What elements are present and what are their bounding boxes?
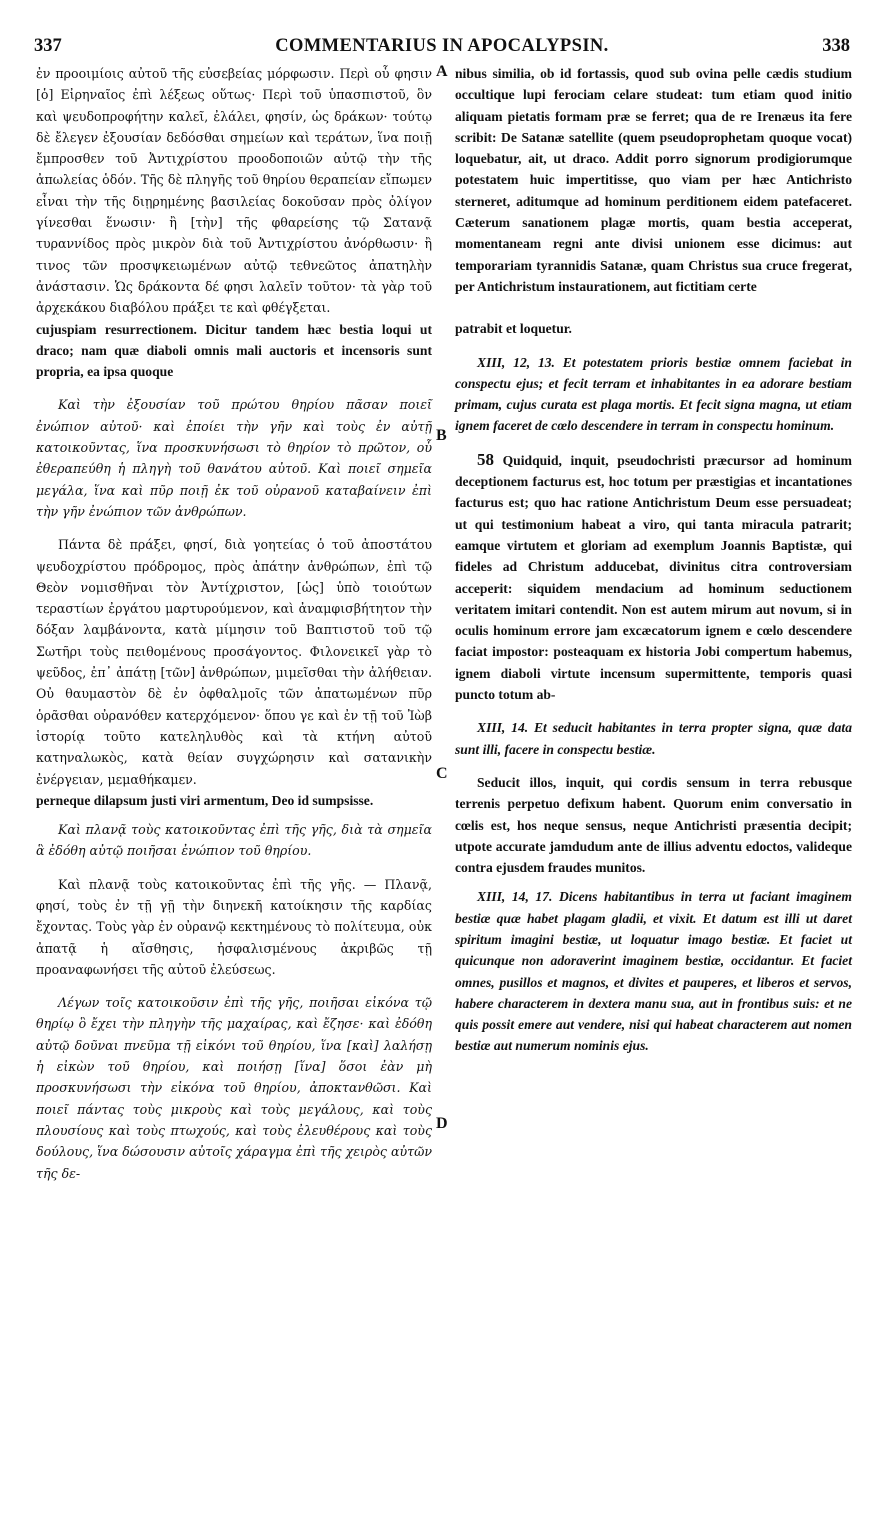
greek-paragraph: Καὶ πλανᾷ τοὺς κατοικοῦντας ἐπὶ τῆς γῆς. — Πλανᾷ, φησί, τοὺς ἐν τῇ γῇ τὴν διηνεκῆ κατοίκησιν τῆς καρδίας ἔχοντας. Τοὺς γὰρ ἐν οὐρανῷ κεκτημένους τὸ πολίτευμα, οὐκ ἀπατᾷ ἡ αἴσθησις, ἠσφαλισμένους ἀκριβῶς τῇ προαναφωνήσει τῆς αὐτοῦ ἐλεύσεως. [36, 876, 432, 977]
margin-marker-c: C [436, 765, 448, 782]
verse-heading: XIII, 14, 17. Dicens habitantibus in terra ut faciant imaginem bestiæ quæ habet plagam gladii, et vixit. Et datum est illi ut daret spiritum imagini bestiæ, ut loquatur imago bestiæ. Et faciet ut quicunque non adoraverint imaginem bestiæ, occidantur. Et faciet omnes, pusillos et magnos, et divites et pauperes, et liberos et servos, habere characterem in dextera manu sua, aut in frontibus suis: et ne quis possit emere aut vendere, nisi qui habeat characterem aut nomen bestiæ aut numerum nominis ejus. [455, 889, 852, 1054]
greek-verse-text: Λέγων τοῖς κατοικοῦσιν ἐπὶ τῆς γῆς, ποιῆσαι εἰκόνα τῷ θηρίῳ ὃ ἔχει τὴν πληγὴν τῆς μαχαίρας, καὶ ἔζησε· καὶ ἐδόθη αὐτῷ δοῦναι πνεῦμα τῇ εἰκόνι τοῦ θηρίου, ἵνα [καὶ] λαλήσῃ ἡ εἰκὼν τοῦ θηρίου, καὶ ποιήσῃ [ἵνα] ὅσοι ἐὰν μὴ προσκυνήσωσι τὴν εἰκόνα τοῦ θηρίου, ἀποκτανθῶσι. Καὶ ποιεῖ πάντας τοὺς μικροὺς καὶ τοὺς μεγάλους, καὶ τοὺς πλουσίους καὶ τοὺς πτωχούς, καὶ τοὺς ἐλευθέρους καὶ τοὺς δούλους, ἵνα δώσουσιν αὐτοῖς χάραγμα ἐπὶ τῆς χειρὸς αὐτῶν τῆς δε- [36, 995, 433, 1181]
greek-column [36, 63, 432, 1184]
latin-continuation: perneque dilapsum justi viri armentum, Deo id sumpsisse. [36, 792, 374, 808]
latin-paragraph-end: patrabit et loquetur. [455, 321, 572, 337]
greek-paragraph: ἐν προοιμίοις αὐτοῦ τῆς εὐσεβείας μόρφωσιν. Περὶ οὗ φησιν [ὁ] Εἰρηναῖος ἐπὶ λέξεως οὕτως· Περὶ τοῦ ὑπασπιστοῦ, ὃν καὶ ψευδοπροφήτην καλεῖ, ἐλάλει, φησίν, ὡς δράκων· τούτῳ δὲ ἔλεγεν ἐξουσίαν δεδόσθαι σημείων καὶ τεράτων, ἵνα ποιῇ ἔμπροσθεν τοῦ Ἀντιχρίστου προοδοποιῶν αὐτῷ τὴν τῆς ἀπωλείας ὁδόν. Τῆς δὲ πληγῆς τοῦ θηρίου θεραπείαν εἴπωμεν εἶναι τὴν τῆς διῃρημένης βασιλείας δοκοῦσαν πρὸς ὀλίγον γίνεσθαι ἕνωσιν· ἢ [τὴν] τῆς φθαρείσης τῷ Σατανᾷ τυραννίδος πρὸς μικρὸν διὰ τοῦ Ἀντιχρίστου ἀνόρθωσιν· ἢ τινος τῶν προσψκειωμένων αὐτῷ τεθνεῶτος ἀπατηλὴν ἀνάστασιν. Ὡς δράκοντα δέ φησι λαλεῖν τοῦτον· τὰ γὰρ τοῦ ἀρχεκάκου διαβόλου πράξει τε καὶ φθέγξεται. [36, 66, 432, 316]
latin-paragraph: nibus similia, ob id fortassis, quod sub ovina pelle cædis studium occultique lupi ferociam celare studeat: tum etiam quod initio aliquam pietatis formam præ se ferret; qua de re Irenæus ita fere scribit: De Satanæ satellite (quem pseudoprophetam quoque vocat) loquebatur, ait, ut draco. Addit porro signorum prodigiorumque potestatem huic impertitisse, quo viam per hæc Antichristo sterneret, aditumque ad hominum perditionem eidem patefaceret. Cæterum sanationem plagæ mortis, quam bestia acceperat, momentaneam regni ante divisi unionem esse dicimus: aut temporariam tyrannidis Satanæ, quam Christus sua cruce fregerat, per Antichristum instaurationem, aut fictitiam certe [455, 66, 852, 294]
greek-paragraph: Πάντα δὲ πράξει, φησί, διὰ γοητείας ὁ τοῦ ἀποστάτου ψευδοχρίστου πρόδρομος, πρὸς ἀπάτην ἀνθρώπων, ἐπὶ τῷ Θεὸν νομισθῆναι τὸν Ἀντίχριστον, [ὡς] ὑπὸ τοιούτων τεραστίων ἐργάτου μαρτυρούμενον, καὶ ἀναμφισβήτητον τὴν δόξαν λαμβάνοντα, κατὰ μίμησιν τοῦ Βαπτιστοῦ τοῦ τῷ Σωτῆρι τοὺς πειθομένους προσάγοντος. Φιλονεικεῖ γὰρ τὸ ψεῦδος, ἐπ᾽ ἀπάτῃ [τῶν] ἀνθρώπων, μιμεῖσθαι τὴν ἀλήθειαν. Οὐ θαυμαστὸν δὲ ἐν ὀφθαλμοῖς τῶν ἀπατωμένων πῦρ ὁρᾶσθαι οὐρανόθεν κατερχόμενον· ὅπου γε καὶ ἐν τῇ τοῦ Ἰὼβ ἱστορίᾳ τοῦτο κατεληλυθὸς καὶ τὰ κτήνη αὐτοῦ κατηναλωκὸς, κατὰ θείαν συγχώρησιν καὶ σατανικὴν ἐνέργειαν, μεμαθήκαμεν. [36, 537, 432, 787]
running-title: COMMENTARIUS IN APOCALYPSIN. [275, 36, 609, 56]
greek-verse-text: Καὶ πλανᾷ τοὺς κατοικοῦντας ἐπὶ τῆς γῆς, διὰ τὰ σημεῖα ἃ ἐδόθη αὐτῷ ποιῆσαι ἐνώπιον τοῦ θηρίου. [36, 822, 432, 859]
verse-heading: XIII, 12, 13. Et potestatem prioris bestiæ omnem faciebat in conspectu ejus; et fecit terram et inhabitantes in ea adorare bestiam primam, cujus curata est plaga mortis. Et fecit signa magna, ut etiam ignem faceret de cœlo descendere in terram in conspectu hominum. [455, 354, 852, 434]
margin-marker-d: D [436, 1115, 448, 1132]
margin-marker-a: A [436, 63, 448, 80]
greek-verse-text: Καὶ τὴν ἐξουσίαν τοῦ πρώτου θηρίου πᾶσαν ποιεῖ ἐνώπιον αὐτοῦ· καὶ ἐποίει τὴν γῆν καὶ τοὺς ἐν αὐτῇ κατοικοῦντας, ἵνα προσκυνήσωσι τὸ θηρίον τὸ πρῶτον, οὗ ἐθεραπεύθη ἡ πληγὴ τοῦ θανάτου αὐτοῦ. Καὶ ποιεῖ σημεῖα μεγάλα, ἵνα καὶ πῦρ ποιῇ ἐκ τοῦ οὐρανοῦ καταβαίνειν ἐπὶ τὴν γῆν ἐνώπιον τῶν ἀνθρώπων. [36, 397, 432, 519]
page-number-right: 338 [822, 36, 850, 56]
latin-column [455, 63, 852, 1057]
latin-continuation: cujuspiam resurrectionem. Dicitur tandem hæc bestia loqui ut draco; nam quæ diaboli omnis mali auctoris et incensoris sunt propria, ea ipsa quoque [36, 321, 432, 380]
latin-paragraph [455, 449, 852, 706]
page-number-left: 337 [34, 36, 62, 56]
verse-heading: XIII, 14. Et seducit habitantes in terra propter signa, quæ data sunt illi, facere in conspectu bestiæ. [455, 720, 852, 757]
running-header [34, 36, 850, 62]
margin-marker-b: B [436, 427, 447, 444]
latin-paragraph: Seducit illos, inquit, qui cordis sensum in terra rebusque terrenis perpetuo defixum habent. Quorum enim conversatio in cœlis est, hos neque sensus, neque Antichristi præsentia decipit; utpote accurate jamdudum ante de illius adventu edoctos, valideque contra ejusdem fraudes munitos. [455, 774, 852, 876]
section-text: Quidquid, inquit, pseudochristi præcursor ad hominum deceptionem facturus est, hoc totum per præstigias et incantationes facturus est; quo hac ratione Antichristum Deum esse persuadeat; ut qui testimonium habeat a viro, qui tanta miracula patrarit; eamque virtutem et gloriam ad exemplum Joannis Baptistæ, qui fideles ad Christum adducebat, divinitus citra controversiam acceperit: siquidem mendacium ad hominum seductionem veritatem imitari contendit. Non est autem mirum aut novum, si in oculis hominum errore jam excæcatorum ignem e cœlo descendere faciat impostor: posteaquam ex historia Jobi compertum habemus, ignem diaboli virtute incensum supermittente, temporis quasi puncto totum ab- [455, 452, 852, 703]
section-number: 58 [477, 449, 494, 469]
